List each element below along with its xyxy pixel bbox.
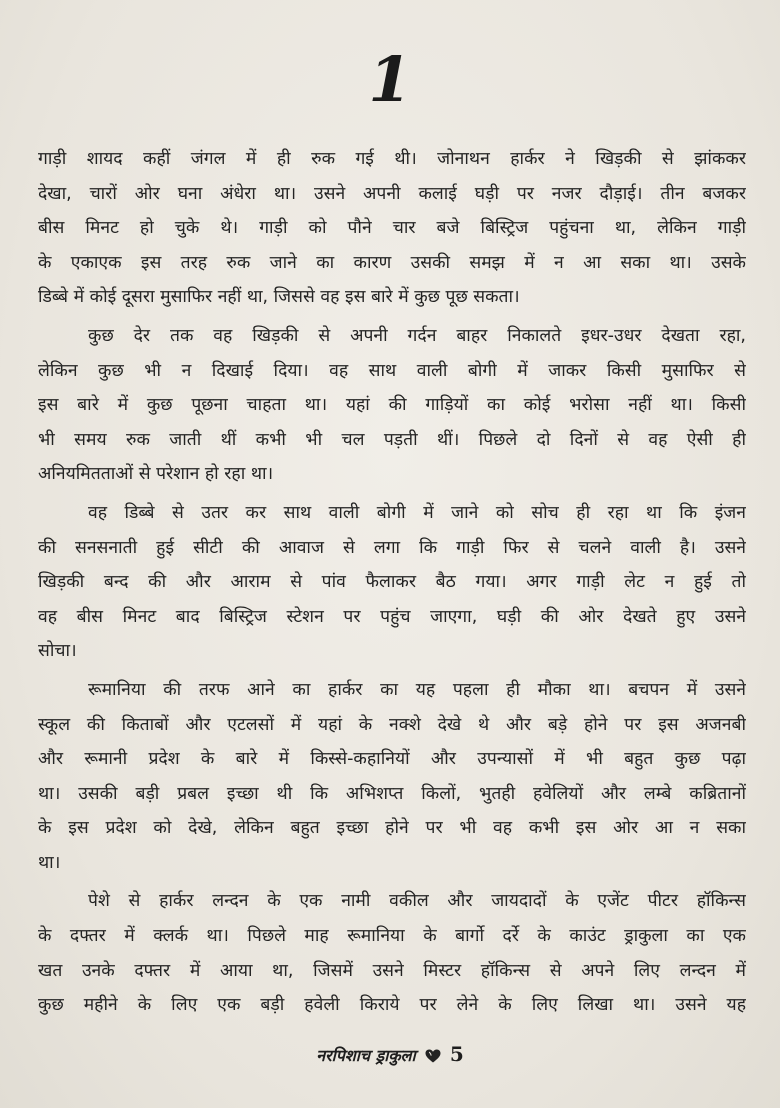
text-line: था। उसकी बड़ी प्रबल इच्छा थी कि अभिशप्त किलों, भुतही हवेलियों और लम्बे कब्रितानों: [38, 783, 746, 804]
text-line: के एकाएक इस तरह रुक जाने का कारण उसकी समझ में न आ सका था। उसके: [38, 252, 746, 273]
chapter-number: 1: [368, 43, 412, 116]
text-line: और रूमानी प्रदेश के बारे में किस्से-कहानियों और उपन्यासों में भी बहुत कुछ पढ़ा: [38, 749, 746, 770]
text-line: खिड़की बन्द की और आराम से पांव फैलाकर बैठ गया। अगर गाड़ी लेट न हुई तो: [38, 572, 746, 593]
text-line: की सनसनाती हुई सीटी की आवाज से लगा कि गाड़ी फिर से चलने वाली है। उसने: [38, 537, 746, 558]
page-number: 5: [449, 1042, 464, 1066]
text-line: वह डिब्बे से उतर कर साथ वाली बोगी में जाने को सोच ही रहा था कि इंजन: [88, 502, 746, 523]
text-line: के दफ्तर में क्लर्क था। पिछले माह रूमानिया के बार्गो दर्रे के काउंट ड्राकुला का एक: [38, 926, 746, 947]
text-line: था।: [38, 852, 61, 873]
text-line: पेशे से हार्कर लन्दन के एक नामी वकील और जायदादों के एजेंट पीटर हॉकिन्स: [88, 891, 746, 912]
page-footer: [0, 1042, 780, 1066]
text-line: स्कूल की किताबों और एटलसों में यहां के नक्शे देखे थे और बड़े होने पर इस अजनबी: [38, 714, 746, 735]
text-line: बीस मिनट हो चुके थे। गाड़ी को पौने चार बजे बिस्ट्रिज पहुंचना था, लेकिन गाड़ी: [38, 218, 746, 239]
text-line: डिब्बे में कोई दूसरा मुसाफिर नहीं था, जिससे वह इस बारे में कुछ पूछ सकता।: [38, 287, 520, 308]
text-line: गाड़ी शायद कहीं जंगल में ही रुक गई थी। जोनाथन हार्कर ने खिड़की से झांककर: [38, 149, 746, 169]
text-line: भी समय रुक जाती थीं कभी भी चल पड़ती थीं। पिछले दो दिनों से वह ऐसी ही: [38, 429, 746, 450]
text-line: सोचा।: [38, 641, 77, 662]
text-line: रूमानिया की तरफ आने का हार्कर का यह पहला ही मौका था। बचपन में उसने: [88, 679, 746, 700]
text-line: इस बारे में कुछ पूछना चाहता था। यहां की गाड़ियों का कोई भरोसा नहीं था। किसी: [38, 395, 746, 416]
body-text: [38, 142, 746, 1023]
text-line: वह बीस मिनट बाद बिस्ट्रिज स्टेशन पर पहुंच जाएगा, घड़ी की ओर देखते हुए उसने: [38, 606, 746, 627]
text-line: खत उनके दफ्तर में आया था, जिसमें उसने मिस्टर हॉकिन्स से अपने लिए लन्दन में: [38, 960, 746, 981]
text-line: के इस प्रदेश को देखे, लेकिन बहुत इच्छा होने पर भी वह कभी इस ओर आ न सका: [38, 818, 746, 839]
text-line: अनियमितताओं से परेशान हो रहा था।: [38, 464, 274, 485]
book-title: नरपिशाच ड्राकुला: [316, 1046, 416, 1065]
heart-icon: [425, 1049, 441, 1063]
text-line: लेकिन कुछ भी न दिखाई दिया। वह साथ वाली बोगी में जाकर किसी मुसाफिर से: [38, 360, 746, 381]
text-line: देखा, चारों ओर घना अंधेरा था। उसने अपनी कलाई घड़ी पर नजर दौड़ाई। तीन बजकर: [38, 183, 746, 204]
text-line: कुछ महीने के लिए एक बड़ी हवेली किराये पर लेने के लिए लिखा था। उसने यह: [38, 995, 746, 1016]
text-line: कुछ देर तक वह खिड़की से अपनी गर्दन बाहर निकालते इधर-उधर देखता रहा,: [88, 325, 746, 346]
